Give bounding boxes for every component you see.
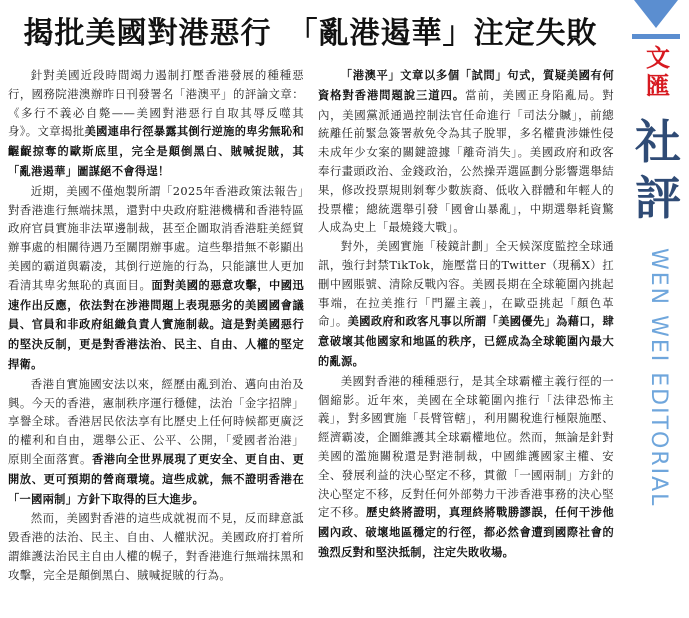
article-body	[8, 66, 614, 612]
paragraph-5-text: 當前，美國正身陷亂局。對內，美國黨派通過控制法官任命進行「司法分贓」，前總統離任前緊急簽署赦免令為其子脫罪，多名權貴涉嫌性侵未成年少女案的關鍵證據「離奇消失」。美國政府和政客奉行畫頭政治、金錢政治，公然操弄選區劃分影響選舉結果，修改投票規則剝奪少數族裔、低收入群體和年輕人的投票權；總統選舉引發「國會山暴亂」，中期選舉耗資驚人成為史上「最燒錢大戰」。	[318, 87, 615, 235]
paragraph-3	[8, 375, 304, 510]
paragraph-4-text: 然而，美國對香港的這些成就視而不見，反而肆意詆毀香港的法治、民主、自由、人權狀況。美國政府打着所謂維護法治民主自由人權的幌子，對香港進行無端抹黑和攻擊，完全是顛倒黑白、賊喊捉賊的行為。	[8, 511, 304, 582]
ornament-bar	[632, 34, 680, 39]
paragraph-7-text: 美國對香港的種種惡行，是其全球霸權主義行徑的一個縮影。近年來，美國在全球範圍內推行「法律恐怖主義」，對多國實施「長臂管轄」，利用關稅進行極限施壓、經濟霸凌，企圖維護其全球霸權地位。然而，無論是針對美國的濫施關稅還是對港制裁，中國維護國家主權、安全、發展利益的決心堅定不移，貫徹「一國兩制」方針的決心堅定不移，反對任何外部勢力干涉香港事務的決心堅定不移。	[318, 373, 614, 520]
paragraph-2-bold: 面對美國的惡意攻擊，中國迅速作出反應，依法對在涉港問題上表現惡劣的美國國會議員、官員和非政府組織負責人實施制裁。這是對美國惡行的堅決反制，更是對香港法治、民主、自由、人權的堅定捍衛。	[8, 278, 304, 371]
paragraph-2	[8, 182, 304, 375]
section-title-english: WEN WEI EDITORIAL	[646, 248, 671, 508]
editorial-sidebar	[622, 0, 689, 618]
paragraph-1	[8, 66, 304, 182]
brand-char-1: 文	[646, 44, 670, 72]
paragraph-4	[8, 509, 304, 584]
headline: 揭批美國對港惡行 「亂港遏華」注定失敗	[23, 16, 598, 51]
paragraph-1-bold: 美國連串行徑暴露其倒行逆施的卑劣無恥和齷齪掠奪的歐斯底里，完全是顛倒黑白、賊喊捉賊，其「亂港遏華」圖謀絕不會得逞！	[8, 125, 304, 178]
brand-logo	[628, 44, 688, 100]
paragraph-5-bold: 「港澳平」文章以多個「試問」句式，質疑美國有何資格對香港問題說三道四。	[318, 69, 614, 102]
section-title-char-2: 評	[635, 171, 681, 225]
paragraph-6-bold: 美國政府和政客凡事以所謂「美國優先」為藉口，肆意破壞其他國家和地區的秩序，已經成為全球範圍內最大的亂源。	[318, 315, 614, 368]
paragraph-1-text: 針對美國近段時間竭力遏制打壓香港發展的種種惡行，國務院港澳辦昨日刊發署名「港澳平」的評論文章：《多行不義必自斃——美國對港惡行自取其辱反噬其身》。文章揭批	[8, 68, 304, 139]
paragraph-3-bold: 香港向全世界展現了更安全、更自由、更開放、更可預期的營商環境。這些成就，無不證明香港在「一國兩制」方針下取得的巨大進步。	[8, 452, 304, 506]
paragraph-7	[318, 372, 614, 563]
brand-char-2: 匯	[646, 72, 670, 100]
paragraph-2-text: 近期，美國不僅炮製所謂「2025年香港政策法報告」對香港進行無端抹黑，還對中央政府駐港機構和香港特區政府官員實施非法單邊制裁，甚至企圖取消香港駐美經貿辦事處的相關待遇乃至關閉辦事處。這些舉措無不彰顯出美國的霸道與霸凌，其倒行逆施的行為，只能讓世人更加看清其卑劣無恥的真面目。	[8, 183, 304, 292]
section-title-char-1: 社	[635, 115, 681, 169]
triangle-ornament-icon	[634, 0, 678, 28]
paragraph-5	[318, 66, 614, 237]
paragraph-6	[318, 237, 614, 372]
paragraph-6-text: 對外，美國實施「稜鏡計劃」全天候深度監控全球通訊，強行封禁TikTok，施壓當日的Twitter（現稱X）扛刪中國賬號、清除反戰內容。美國長期在全球範圍內挑起事端，在拉美推行「門羅主義」，在歐亞挑起「顏色革命」。	[318, 239, 614, 329]
section-title	[628, 114, 688, 226]
paragraph-7-bold: 歷史終將證明，真理終將戰勝謬誤，任何干涉他國內政、破壞地區穩定的行徑，都必然會遭到國際社會的強烈反對和堅決抵制，注定失敗收場。	[318, 506, 614, 559]
paragraph-3-text: 香港自實施國安法以來，經歷由亂到治、邁向由治及興。今天的香港，憲制秩序運行穩健，法治「金字招牌」享譽全球。香港居民依法享有比歷史上任何時候都更廣泛的權利和自由，選舉公正、公平、公開，「愛國者治港」原則全面落實。	[8, 376, 304, 466]
